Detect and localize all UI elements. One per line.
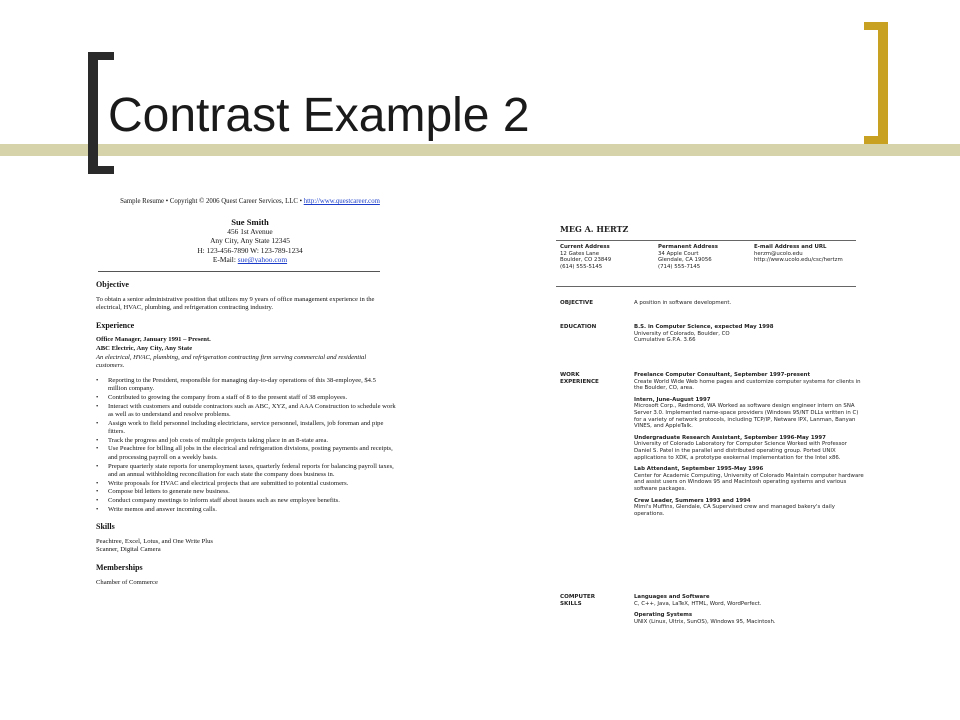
- permanent-address: Permanent Address 34 Apple Court Glendale, CA 19056 (714) 555-7145: [658, 244, 718, 270]
- memberships-text: Chamber of Commerce: [96, 578, 158, 586]
- list-item: • Use Peachtree for billing all jobs in the electrical and refrigeration divisions, posting payments and receipts, and processing payroll on a weekly basis.: [96, 445, 396, 462]
- skills-line-2: Scanner, Digital Camera: [96, 546, 161, 554]
- left-bracket-bottom: [88, 166, 114, 174]
- computer-skills-label: COMPUTER SKILLS: [560, 594, 596, 607]
- address-line-2: Any City, Any State 12345: [210, 236, 290, 246]
- job-entry: Freelance Computer Consultant, September 1997-present Create World Wide Web home pages and customize computer systems for clients in the Boulder, CO, area.: [634, 372, 861, 392]
- header-divider: [98, 271, 380, 272]
- education-label: EDUCATION: [560, 324, 597, 330]
- questcareer-link[interactable]: http://www.questcareer.com: [303, 198, 380, 205]
- skills-heading: Skills: [96, 522, 115, 532]
- phone-line: H: 123-456-7890 W: 123-789-1234: [197, 245, 303, 255]
- right-bracket: [878, 22, 888, 144]
- email-line: E-Mail: sue@yahoo.com: [212, 255, 288, 265]
- resume-name: Sue Smith: [231, 216, 269, 227]
- right-bracket-top: [864, 22, 888, 30]
- company-description: An electrical, HVAC, plumbing, and refrigeration contracting firm serving commercial and residential customers.: [96, 353, 367, 370]
- company-name: ABC Electric, Any City, Any State: [96, 344, 193, 352]
- name-divider: [556, 240, 856, 241]
- slide-title: Contrast Example 2: [108, 89, 530, 142]
- list-item: • Reporting to the President, responsible for managing day-to-day operations of this 38-employee, $4.5 million company.: [96, 377, 396, 394]
- computer-skills-block: Languages and Software C, C++, Java, LaTeX, HTML, Word, WordPerfect. Operating Systems UNIX (Linux, Ultrix, SunOS), Windows 95, Macintosh.: [634, 594, 776, 625]
- email-and-url: E-mail Address and URL herzm@ucolo.edu http://www.ucolo.edu/csc/hertzm: [754, 244, 843, 264]
- job-entry: Undergraduate Research Assistant, September 1996-May 1997 University of Colorado Laboratory for Computer Science Worked with Professor Daniel S. Patel in the parallel and distributed operating group. Ported UNIX applications to XDK, a prototype exokernal implementation for the Intel x86.: [634, 434, 847, 461]
- job-entry: Lab Attendant, September 1995-May 1996 Center for Academic Computing, University of Colorado Maintain computer hardware and assist users on Windows 95 and Macintosh operating systems and various software packages.: [634, 466, 864, 492]
- objective-text: To obtain a senior administrative position that utilizes my 9 years of office management experience in the electrical, HVAC, plumbing, and refrigeration contracting industry.: [96, 295, 375, 312]
- resume-name: MEG A. HERTZ: [560, 224, 629, 234]
- address-line-1: 456 1st Avenue: [227, 226, 273, 236]
- list-item: • Assign work to field personnel including electricians, service personnel, installers, job foreman and pipe fitters.: [96, 420, 396, 437]
- education-block: B.S. in Computer Science, expected May 1998 University of Colorado, Boulder, CO Cumulative G.P.A. 3.66: [634, 324, 774, 344]
- list-item: • Prepare quarterly state reports for unemployment taxes, quarterly federal reports for balancing payroll taxes, and an annual withholding reconciliation for each state the company does business in.: [96, 463, 396, 480]
- work-experience-block: [634, 372, 864, 522]
- resume-meg-hertz: [550, 216, 880, 646]
- list-item: • Interact with customers and outside contractors such as ABC, XYZ, and AAA Construction to schedule work as well as to understand and resolve problems.: [96, 403, 396, 420]
- address-divider: [556, 286, 856, 287]
- right-bracket-bottom: [864, 136, 888, 144]
- left-bracket: [88, 52, 98, 174]
- title-underline-bar: [0, 144, 960, 156]
- job-title: Office Manager, January 1991 – Present.: [96, 336, 211, 344]
- resume-sue-smith: [90, 198, 410, 648]
- list-item: • Track the progress and job costs of multiple projects taking place in an 8-state area.: [96, 437, 396, 446]
- experience-bullets: [96, 377, 396, 515]
- work-experience-label: WORK EXPERIENCE: [560, 372, 599, 385]
- job-entry: Intern, June-August 1997 Microsoft Corp., Redmond, WA Worked as software design engineer intern on SNA Server 3.0. Implemented name-space providers (Windows 95/NT DLLs written in C) for a variety of network protocols, including TCP/IP, Netware IPX, Lanman, Banyan VINES, and AppleTalk.: [634, 396, 859, 430]
- left-bracket-top: [88, 52, 114, 60]
- objective-text: A position in software development.: [634, 300, 732, 306]
- objective-heading: Objective: [96, 279, 129, 289]
- list-item: • Contributed to growing the company from a staff of 8 to the present staff of 38 employees.: [96, 394, 396, 403]
- list-item: • Compose bid letters to generate new business.: [96, 488, 396, 497]
- list-item: • Write memos and answer incoming calls.: [96, 506, 396, 515]
- list-item: • Conduct company meetings to inform staff about issues such as new employee benefits.: [96, 497, 396, 506]
- experience-heading: Experience: [96, 320, 135, 330]
- memberships-heading: Memberships: [96, 563, 143, 572]
- skills-line-1: Peachtree, Excel, Lotus, and One Write Plus: [96, 537, 213, 545]
- current-address: Current Address 12 Gates Lane Boulder, CO 23849 (614) 555-5145: [560, 244, 612, 270]
- job-entry: Crew Leader, Summers 1993 and 1994 Mimi's Muffins, Glendale, CA Supervised crew and managed bakery's daily operations.: [634, 497, 835, 517]
- copyright-line: Sample Resume • Copyright © 2006 Quest Career Services, LLC • http://www.questcareer.com: [120, 198, 380, 205]
- list-item: • Write proposals for HVAC and electrical projects that are submitted to potential customers.: [96, 480, 396, 489]
- email-link[interactable]: sue@yahoo.com: [237, 255, 288, 265]
- objective-label: OBJECTIVE: [560, 300, 594, 306]
